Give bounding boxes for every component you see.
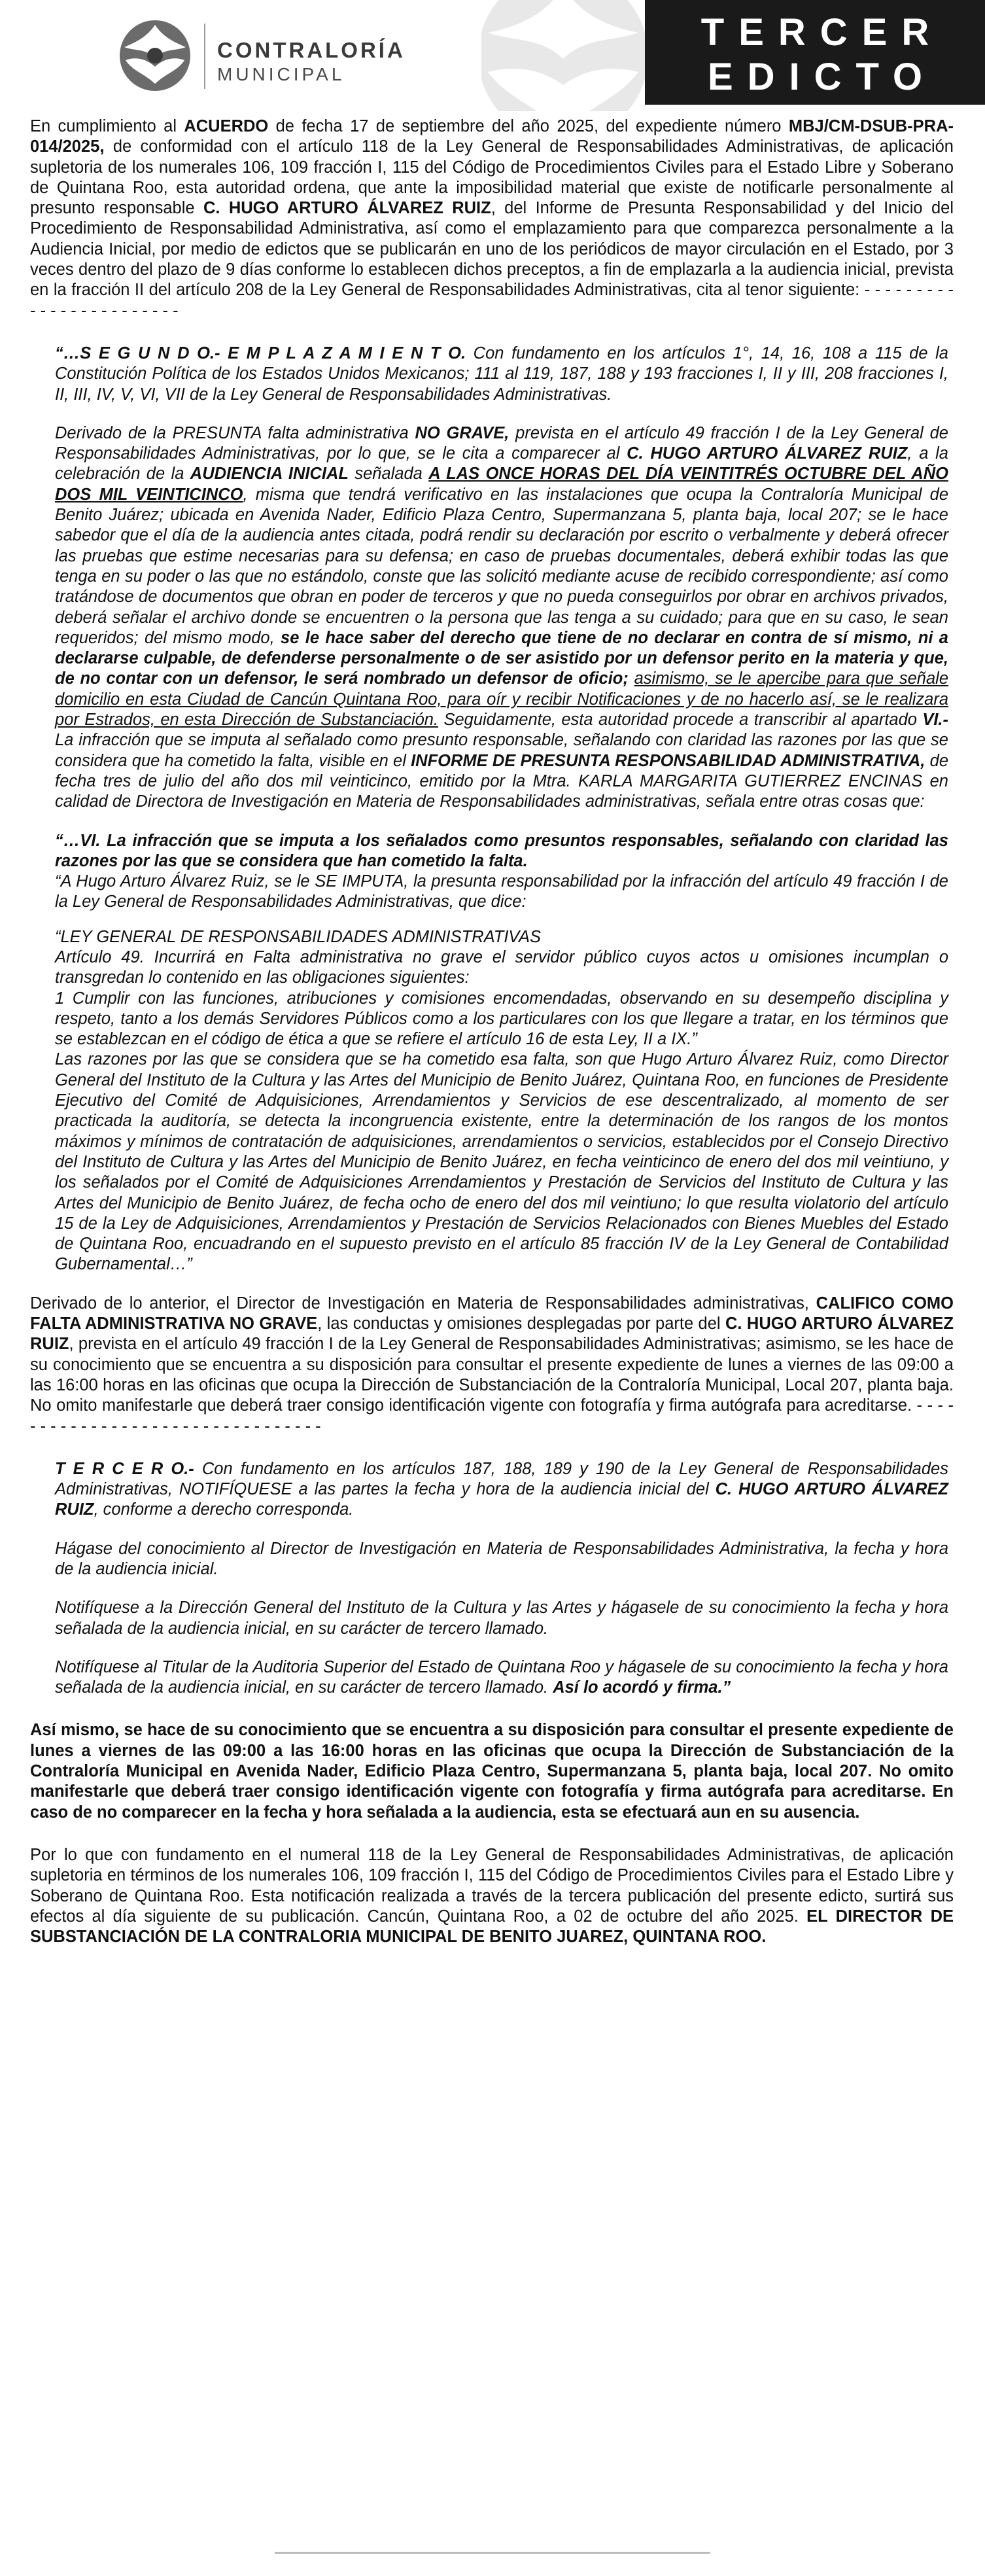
- opening-paragraph: En cumplimiento al ACUERDO de fecha 17 de septiembre del año 2025, del expediente número MBJ/CM-DSUB-PRA-014/2025, de conformidad con el artículo 118 de la Ley General de Responsabilidades Administrativas, de aplicación supletoria de los numerales 106, 109 fracción I, 115 del Código de Procedimientos Civiles para el Estado Libre y Soberano de Quintana Roo, esta autoridad ordena, que ante la imposibilidad material que existe de notificarle personalmente al presunto responsable C. HUGO ARTURO ÁLVAREZ RUIZ, del Informe de Presunta Responsabilidad y del Inicio del Procedimiento de Responsabilidad Administrativa, así como el emplazamiento para que comparezca personalmente a la Audiencia Inicial, por medio de edictos que se publicarán en uno de los periódicos de mayor circulación en el Estado, por 3 veces dentro del plazo de 9 días conforme lo establecen dichos preceptos, a fin de emplazarla a la audiencia inicial, prevista en la fracción II del artículo 208 de la Ley General de Responsabilidades Administrativas, cita al tenor siguiente: - - - - - - - - - - - - - - - - - - - - - - - -: [30, 117, 954, 320]
- notify-auditoria: Notifíquese al Titular de la Auditoria Superior del Estado de Quintana Roo y hágasele de su conocimiento la fecha y hora señalada de la audiencia inicial, en su carácter de tercero llamado. Así lo acordó y firma.”: [55, 1657, 948, 1697]
- logo-subtitle: MUNICIPAL: [217, 64, 345, 84]
- reasons-paragraph: Las razones por las que se considera que se ha cometido esa falta, son que Hugo Arturo Álvarez Ruiz, como Director General del Instituto de la Cultura y las Artes del Municipio de Benito Juárez, Quintana Roo, en funciones de Presidente Ejecutivo del Comité de Adquisiciones, Arrendamientos y Servicios de ese descentralizado, al momento de ser practicada la auditoría, se detecta la incongruencia existente, entre la determinación de los rangos de los montos máximos y mínimos de contratación de adquisiciones, arrendamientos o servicios, establecidos por el Consejo Directivo del Instituto de Cultura y las Artes del Municipio de Benito Juárez, en fecha veinticinco de enero del dos mil veintiuno, y los señalados por el Comité de Adquisiciones Arrendamientos y Prestación de Servicios del Instituto de Cultura y las Artes del Municipio de Benito Juárez, de fecha ocho de enero del dos mil veintiuno; lo que resulta violatorio del artículo 15 de la Ley de Adquisiciones, Arrendamientos y Prestación de Servicios Relacionados con Bienes Muebles del Estado de Quintana Roo, encuadrando en el supuesto previsto en el artículo 85 fracción IV de la Ley General de Contabilidad Gubernamental…”: [55, 1050, 948, 1274]
- article-49: Artículo 49. Incurrirá en Falta administrativa no grave el servidor público cuyos actos u omisiones incumplan o transgredan lo contenido en las obligaciones siguientes:: [55, 947, 948, 987]
- qualification-paragraph: Derivado de lo anterior, el Director de Investigación en Materia de Responsabilidades administrativas, CALIFICO COMO FALTA ADMINISTRATIVA NO GRAVE, las conductas y omisiones desplegadas por parte del C. HUGO ARTURO ÁLVAREZ RUIZ, prevista en el artículo 49 fracción I de la Ley General de Responsabilidades Administrativas; asimismo, se les hace de su conocimiento que se encuentra a su disposición para consultar el presente expediente de lunes a viernes de las 09:00 a las 16:00 horas en las oficinas que ocupa la Dirección de Substanciación de la Contraloría Municipal, Local 207, planta baja. No omito manifestarle que deberá traer consigo identificación vigente con fotografía y firma autógrafa para acreditarse. - - - - - - - - - - - - - - - - - - - - - - - - - - - - - - - - -: [30, 1294, 954, 1436]
- notify-instituto: Notifíquese a la Dirección General del Instituto de la Cultura y las Artes y hágasele de su conocimiento la fecha y hora señalada de la audiencia inicial, en su carácter de tercero llamado.: [55, 1598, 948, 1638]
- logo-divider: [204, 24, 205, 89]
- edict-body: [30, 116, 954, 1947]
- availability-notice: Así mismo, se hace de su conocimiento que se encuentra a su disposición para consultar el presente expediente de lunes a viernes de las 09:00 a las 16:00 horas en las oficinas que ocupa la Dirección de Substanciación de la Contraloría Municipal en Avenida Nader, Edificio Plaza Centro, Supermanzana 5, planta baja, local 207. No omito manifestarle que deberá traer consigo identificación vigente con fotografía y firma autógrafa para acreditarse. En caso de no comparecer en la fecha y hora señalada a la audiencia, esta se efectuará aun en su ausencia.: [30, 1721, 954, 1822]
- derivado-paragraph: Derivado de la PRESUNTA falta administrativa NO GRAVE, prevista en el artículo 49 fracción I de la Ley General de Responsabilidades Administrativas, por lo que, se le cita a comparecer al C. HUGO ARTURO ÁLVAREZ RUIZ, a la celebración de la AUDIENCIA INICIAL señalada A LAS ONCE HORAS DEL DÍA VEINTITRÉS OCTUBRE DEL AÑO DOS MIL VEINTICINCO, misma que tendrá verificativo en las instalaciones que ocupa la Contraloría Municipal de Benito Juárez; ubicada en Avenida Nader, Edificio Plaza Centro, Supermanzana 5, planta baja, local 207; se le hace sabedor que el día de la audiencia antes citada, podrá rendir su declaración por escrito o verbalmente y deberá ofrecer las pruebas que estime necesarias para su defensa; en caso de pruebas documentales, deberá exhibir todas las que tenga en su poder o las que no estándolo, conste que las solicitó mediante acuse de recibido correspondiente; así como tratándose de documentos que obran en poder de terceros y que no pueda conseguirlos por obrar en archivos privados, deberá señalar el archivo donde se encuentren o la persona que las tenga a su cuidado; para que en su caso, le sean requeridos; del mismo modo, se le hace saber del derecho que tiene de no declarar en contra de sí mismo, ni a declararse culpable, de defenderse personalmente o de ser asistido por un defensor perito en la materia y que, de no contar con un defensor, le será nombrado un defensor de oficio; asimismo, se le apercibe para que señale domicilio en esta Ciudad de Cancún Quintana Roo, para oír y recibir Notificaciones y de no hacerlo así, se le realizara por Estrados, en esta Dirección de Substanciación. Seguidamente, esta autoridad procede a transcribir al apartado VI.- La infracción que se imputa al señalado como presunto responsable, señalando con claridad las razones por las que se considera que ha cometido la falta, visible en el INFORME DE PRESUNTA RESPONSABILIDAD ADMINISTRATIVA, de fecha tres de julio del año dos mil veinticinco, emitido por la Mtra. KARLA MARGARITA GUTIERREZ ENCINAS en calidad de Directora de Investigación en Materia de Responsabilidades administrativas, señala entre otras cosas que:: [55, 423, 949, 811]
- article-49-item-1: 1 Cumplir con las funciones, atribuciones y comisiones encomendadas, observando en su desempeño disciplina y respeto, tanto a los demás Servidores Públicos como a los particulares con los que llegare a tratar, en los términos que se establezcan en el código de ética a que se refiere el artículo 16 de esta Ley, II a IX.”: [55, 989, 948, 1049]
- edict-title-line2: EDICTO: [707, 56, 937, 98]
- segundo-emplazamiento: “…S E G U N D O.- E M P L A Z A M I E N T O. Con fundamento en los artículos 1°, 14, 16, 108 a 115 de la Constitución Política de los Estados Unidos Mexicanos; 111 al 119, 187, 188 y 193 fracciones I, II y III, 208 fracciones I, II, III, IV, V, VI, VII de la Ley General de Responsabilidades Administrativas.: [55, 344, 948, 404]
- imputation-text: “A Hugo Arturo Álvarez Ruiz, se le SE IMPUTA, la presunta responsabilidad por la infracción del artículo 49 fracción I de la Ley General de Responsabilidades Administrativas, que dice:: [55, 872, 948, 911]
- contraloria-logo: [118, 18, 406, 94]
- notify-director: Hágase del conocimiento al Director de Investigación en Materia de Responsabilidades Administrativa, la fecha y hora de la audiencia inicial.: [55, 1539, 948, 1578]
- tercero-paragraph: T E R C E R O.- Con fundamento en los artículos 187, 188, 189 y 190 de la Ley General de Responsabilidades Administrativas, NOTIFÍQUESE a las partes la fecha y hora de la audiencia inicial del C. HUGO ARTURO ÁLVAREZ RUIZ, conforme a derecho corresponda.: [55, 1459, 948, 1519]
- edict-title-banner: [645, 0, 985, 105]
- page-header: [0, 0, 985, 111]
- watermark-emblem-icon: [481, 0, 645, 111]
- edict-title-line1: TERCER: [700, 11, 944, 54]
- municipal-emblem-icon: [118, 18, 193, 94]
- law-title: “LEY GENERAL DE RESPONSABILIDADES ADMINISTRATIVAS: [55, 927, 542, 946]
- logo-title: CONTRALORÍA: [217, 38, 406, 62]
- section-vi-heading: “…VI. La infracción que se imputa a los señalados como presuntos responsables, señalando con claridad las razones por las que se considera que han cometido la falta.: [55, 831, 948, 870]
- closing-paragraph: Por lo que con fundamento en el numeral 118 de la Ley General de Responsabilidades Administrativas, de aplicación supletoria en términos de los numerales 106, 109 fracción I, 115 del Código de Procedimientos Civiles para el Estado Libre y Soberano de Quintana Roo. Esta notificación realizada a través de la tercera publicación del presente edicto, surtirá sus efectos al día siguiente de su publicación. Cancún, Quintana Roo, a 02 de octubre del año 2025. EL DIRECTOR DE SUBSTANCIACIÓN DE LA CONTRALORIA MUNICIPAL DE BENITO JUAREZ, QUINTANA ROO.: [30, 1845, 954, 1947]
- bottom-divider: [275, 2552, 710, 2554]
